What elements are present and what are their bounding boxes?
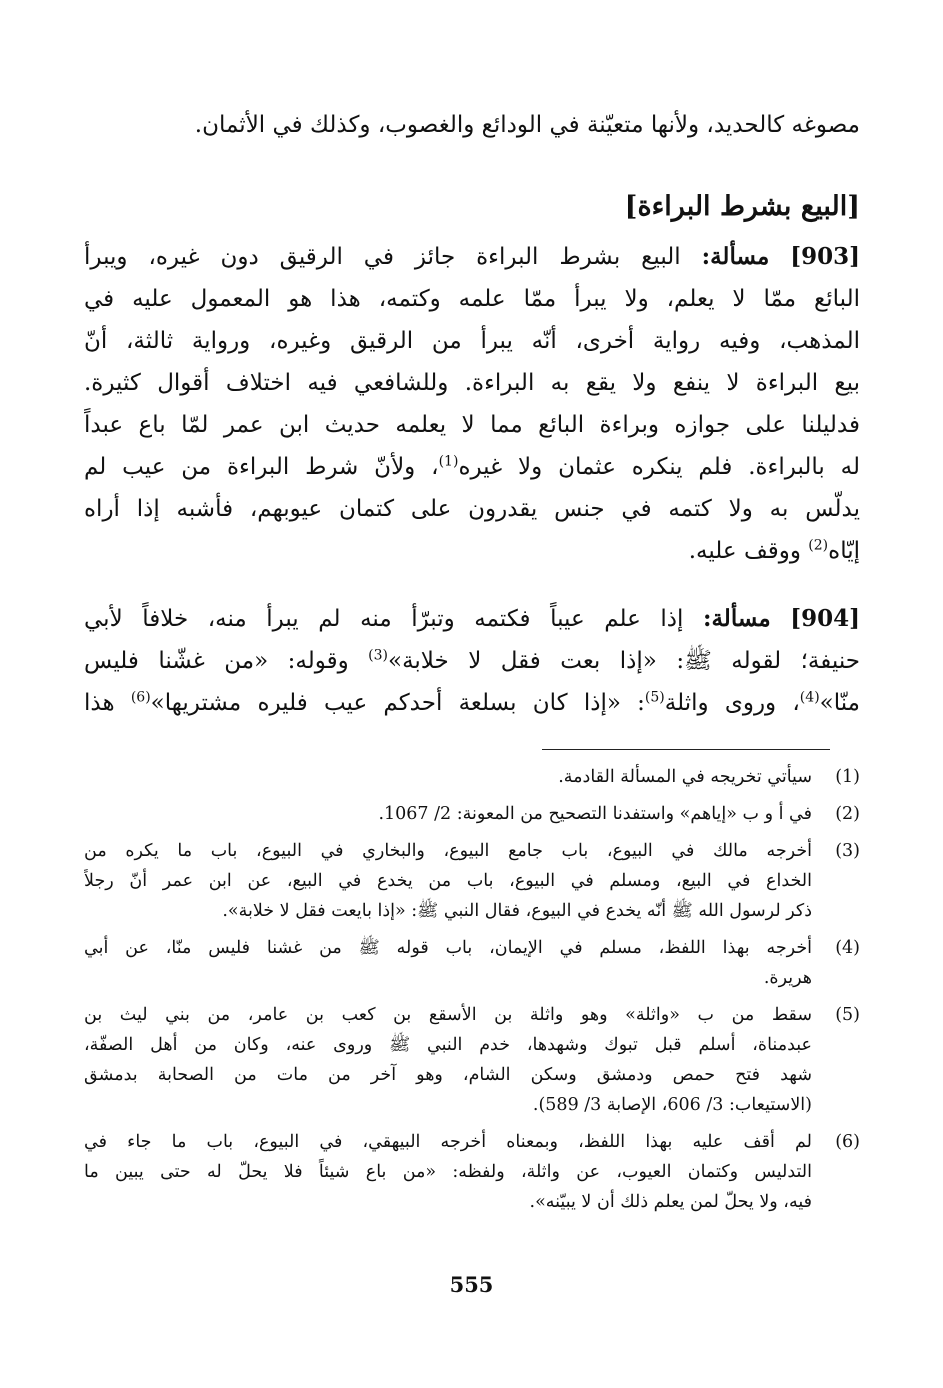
footnote-text: أخرجه مالك في البيوع، باب جامع البيوع، والبخاري في البيوع، باب ما يكره من الخداع في البيع، ومسلم في البيوع، باب من يخدع في البيع، عن ابن عمر أنّ رجلاً ذكر لرسول الله ﷺ أنّه يخدع في البيوع، فقال النبي ﷺ: «إذا بايعت فقل لا خلابة». <box>84 841 812 921</box>
page-number: 555 <box>449 1272 494 1297</box>
footnote-text: في أ و ب «إياهم» واستفدنا التصحيح من المعونة: 2/ 1067. <box>378 804 812 824</box>
footnote-ref: (4) <box>799 689 820 706</box>
issue-904-line-2: حنيفة؛ لقوله ﷺ: «إذا بعت فقل لا خلابة»$^{(3)}$ وقوله: «من غشّنا فليس <box>84 647 860 674</box>
footnote-ref: (2) <box>808 537 829 554</box>
footnote-text: أخرجه بهذا اللفظ، مسلم في الإيمان، باب قوله ﷺ من غشنا فليس منّا، عن أبي هريرة. <box>84 938 812 988</box>
footnote-number: (4) <box>835 938 860 958</box>
issue-keyword: مسألة: <box>701 243 770 270</box>
footnote-ref: (3) <box>368 647 388 664</box>
issue-903-line-6: له بالبراءة. فلم ينكره عثمان ولا غيره$^{(1)}$، ولأنّ شرط البراءة من عيب لم <box>84 453 860 480</box>
footnote-text: لم أقف عليه بهذا اللفظ، وبمعناه أخرجه البيهقي، في البيوع، باب ما جاء في التدليس وكتمان العيوب، عن واثلة، ولفظه: «من باع شيئاً فلا يحلّ له حتى يبين ما فيه، ولا يحلّ لمن يعلم ذلك أن لا يبيّنه». <box>84 1132 812 1212</box>
intro-line: مصوغه كالحديد، ولأنها متعيّنة في الودائع والغصوب، وكذلك في الأثمان. <box>194 112 860 138</box>
issue-903-line-3: المذهب، وفيه رواية أخرى، أنّه يبرأ من الرقيق وغيره، ورواية ثالثة، أنّ <box>84 328 860 354</box>
footnote-2 <box>84 799 860 829</box>
section-heading: [البيع بشرط البراءة] <box>624 191 860 222</box>
issue-904-line-1: [904] مسألة: إذا علم عيباً فكتمه وتبرّأ منه لم يبرأ منه، خلافاً لأبي <box>84 605 860 632</box>
issue-904-line-3: منّا»$^{(4)}$، وروى واثلة$^{(5)}$: «إذا كان بسلعة أحدكم عيب فليره مشتريها»$^{(6)}$ هذا <box>84 689 860 716</box>
issue-keyword: مسألة: <box>702 605 771 632</box>
issue-903-line-4: بيع البراءة لا ينفع ولا يقع به البراءة. وللشافعي فيه اختلاف أقوال كثيرة. <box>84 370 860 396</box>
footnote-number: (6) <box>835 1132 860 1152</box>
footnote-5 <box>84 1000 860 1120</box>
footnote-text: سيأتي تخريجه في المسألة القادمة. <box>558 767 812 787</box>
footnote-6 <box>84 1127 860 1217</box>
issue-number: [904] <box>790 605 860 632</box>
footnote-number: (2) <box>835 804 860 824</box>
issue-903-line-2: البائع ممّا لا يعلم، ولا يبرأ ممّا علمه وكتمه، هذا هو المعمول عليه في <box>84 286 860 312</box>
issue-903-line-1: [903] مسألة: البيع بشرط البراءة جائز في الرقيق دون غيره، ويبرأ <box>84 243 860 270</box>
footnote-ref: (6) <box>130 689 151 706</box>
footnote-number: (5) <box>835 1005 860 1025</box>
issue-904 <box>84 598 860 724</box>
issue-903-line-5: فدليلنا على جوازه وبراءة البائع مما لا يعلمه حديث ابن عمر لمّا باع عبداً <box>84 412 860 438</box>
footnote-1 <box>84 762 860 792</box>
footnote-text: سقط من ب «واثلة» وهو واثلة بن الأسقع بن كعب بن عامر، من بني ليث بن عبدمناة، أسلم قبل تبوك وشهدها، خدم النبي ﷺ وروى عنه، وكان من أهل الصفّة، شهد فتح حمص ودمشق وسكن الشام، وهو آخر من مات من الصحابة بدمشق (الاستيعاب: 3/ 606، الإصابة 3/ 589). <box>84 1005 812 1115</box>
footnote-number: (1) <box>835 767 860 787</box>
footnote-4 <box>84 933 860 993</box>
main-text <box>84 104 860 724</box>
issue-903-line-7: يدلّس به ولا كتمه في جنس يقدرون على كتمان عيوبهم، فأشبه إذا أراه <box>84 496 860 522</box>
footnote-ref: (5) <box>644 689 665 706</box>
footnote-3 <box>84 836 860 926</box>
footnote-ref: (1) <box>438 453 459 470</box>
footnotes <box>84 762 860 1224</box>
issue-903 <box>84 236 860 572</box>
footnote-number: (3) <box>835 841 860 861</box>
footnote-separator <box>542 749 830 750</box>
issue-number: [903] <box>790 243 860 270</box>
issue-903-line-8: إيّاه$^{(2)}$ ووقف عليه. <box>688 537 860 564</box>
